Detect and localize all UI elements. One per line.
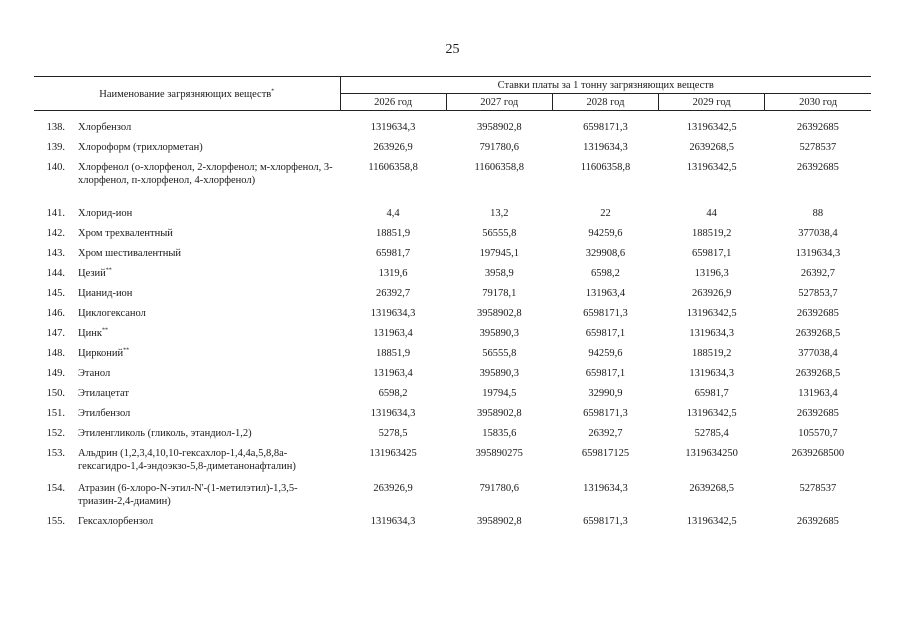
- pollutant-name: [74, 287, 340, 307]
- rate-value: 6598171,3: [583, 308, 628, 319]
- table-body: [34, 111, 871, 536]
- rate-value: 131963,4: [798, 388, 838, 399]
- year-header: 2027 год: [446, 94, 552, 111]
- rate-value: 15835,6: [482, 428, 517, 439]
- table-row: [34, 427, 871, 447]
- table-row: [34, 387, 871, 407]
- row-number: 144.: [46, 268, 65, 279]
- rate-value: 13196342,5: [686, 122, 737, 133]
- pollutant-name: [74, 247, 340, 267]
- rate-value: 3958902,8: [476, 516, 522, 527]
- pollutant-name: [74, 161, 340, 207]
- table-row: [34, 367, 871, 387]
- pollutant-rates-table: [34, 76, 871, 535]
- pollutant-name-text: Этанол: [78, 368, 111, 379]
- pollutant-name: [74, 347, 340, 367]
- rate-value: 3958902,8: [476, 122, 522, 133]
- pollutant-name-text: Гексахлорбензол: [78, 516, 154, 527]
- pollutant-name: [74, 121, 340, 141]
- rate-value: 527853,7: [798, 288, 838, 299]
- rate-value: 65981,7: [694, 388, 729, 399]
- rate-value: 263926,9: [691, 288, 732, 299]
- rate-value: 32990,9: [588, 388, 623, 399]
- rate-value: 65981,7: [376, 248, 411, 259]
- pollutant-name-text: Альдрин (1,2,3,4,10,10-гексахлор-1,4,4а,5,8,8а-гексагидро-1,4-эндоэкзо-5,8-диметанонафталин): [78, 448, 296, 472]
- rate-value: 5278537: [799, 142, 837, 153]
- table-row: [34, 447, 871, 482]
- rates-header: Ставки платы за 1 тонну загрязняющих веществ: [340, 77, 871, 94]
- rate-value: 13196,3: [694, 268, 729, 279]
- rate-value: 2639268,5: [689, 483, 734, 494]
- rate-value: 26392,7: [800, 268, 835, 279]
- rate-value: 1319634,3: [583, 483, 628, 494]
- pollutant-name: [74, 367, 340, 387]
- row-number: 153.: [46, 448, 65, 459]
- table-row: [34, 407, 871, 427]
- row-number: 142.: [46, 228, 65, 239]
- table-row: [34, 161, 871, 207]
- rate-value: 131963,4: [373, 368, 413, 379]
- rate-value: 395890275: [475, 448, 523, 459]
- row-number: 146.: [46, 308, 65, 319]
- pollutant-name: [74, 427, 340, 447]
- pollutant-name: [74, 515, 340, 535]
- rate-value: 22: [600, 208, 611, 219]
- rate-value: 11606358,8: [368, 162, 418, 173]
- row-number: 141.: [46, 208, 65, 219]
- table-row: [34, 207, 871, 227]
- rate-value: 13196342,5: [686, 308, 737, 319]
- rate-value: 1319634,3: [689, 328, 734, 339]
- table-row: [34, 227, 871, 247]
- pollutant-name-text: Хлорид-ион: [78, 208, 133, 219]
- table-row: [34, 141, 871, 161]
- pollutant-name-text: Атразин (6-хлоро-N-этил-N'-(1-метилэтил)-1,3,5-триазин-2,4-диамин): [78, 483, 298, 507]
- rate-value: 1319634,3: [370, 516, 416, 527]
- rate-value: 377038,4: [798, 348, 838, 359]
- rate-value: 3958902,8: [476, 408, 522, 419]
- rate-value: 26392685: [796, 308, 839, 319]
- pollutant-name-text: Этилацетат: [78, 388, 130, 399]
- rate-value: 1319,6: [378, 268, 408, 279]
- rate-value: 2639268500: [791, 448, 845, 459]
- rate-value: 5278537: [799, 483, 837, 494]
- pollutant-name-text: Цезий: [78, 268, 106, 279]
- row-number: 149.: [46, 368, 65, 379]
- rate-value: 131963,4: [373, 328, 413, 339]
- footnote-mark: **: [105, 267, 112, 274]
- pollutant-name: [74, 407, 340, 427]
- rate-value: 1319634,3: [795, 248, 841, 259]
- table-row: [34, 287, 871, 307]
- rate-value: 2639268,5: [795, 328, 841, 339]
- rate-value: 1319634,3: [370, 308, 416, 319]
- rate-value: 197945,1: [479, 248, 519, 259]
- pollutant-name: [74, 447, 340, 482]
- rate-value: 13,2: [490, 208, 509, 219]
- row-number: 139.: [46, 142, 65, 153]
- rate-value: 79178,1: [482, 288, 517, 299]
- rate-value: 13196342,5: [686, 516, 737, 527]
- year-header: 2030 год: [765, 94, 871, 111]
- pollutant-name: [74, 267, 340, 287]
- row-number: 155.: [46, 516, 65, 527]
- rate-value: 6598171,3: [583, 516, 628, 527]
- rate-value: 2639268,5: [795, 368, 841, 379]
- rate-value: 1319634,3: [370, 122, 416, 133]
- rate-value: 1319634250: [685, 448, 738, 459]
- rate-value: 18851,9: [376, 228, 411, 239]
- rate-value: 11606358,8: [474, 162, 525, 173]
- rate-value: 26392685: [796, 516, 839, 527]
- rate-value: 6598171,3: [583, 408, 628, 419]
- rate-value: 131963,4: [585, 288, 626, 299]
- pollutant-name-text: Хлорфенол (о-хлорфенол, 2-хлорфенол; м-хлорфенол, 3-хлорфенол, п-хлорфенол, 4-хлорфенол): [78, 162, 333, 186]
- row-number: 143.: [46, 248, 65, 259]
- pollutant-name-text: Цианид-ион: [78, 288, 133, 299]
- rate-value: 5278,5: [378, 428, 408, 439]
- rate-value: 26392685: [796, 122, 839, 133]
- rate-value: 659817,1: [585, 368, 626, 379]
- table-row: [34, 482, 871, 515]
- pollutant-name: [74, 482, 340, 515]
- year-header: 2029 год: [659, 94, 765, 111]
- row-number: 138.: [46, 122, 65, 133]
- pollutant-name-text: Цирконий: [78, 348, 124, 359]
- pollutant-name: [74, 141, 340, 161]
- rate-value: 94259,6: [588, 348, 623, 359]
- table-row: [34, 247, 871, 267]
- pollutant-name: [74, 307, 340, 327]
- rate-value: 6598171,3: [583, 122, 628, 133]
- pollutant-name: [74, 207, 340, 227]
- rate-value: 395890,3: [479, 328, 519, 339]
- rate-value: 791780,6: [479, 142, 519, 153]
- footnote-mark: **: [123, 347, 130, 354]
- rate-value: 19794,5: [482, 388, 517, 399]
- rate-value: 377038,4: [798, 228, 838, 239]
- rate-value: 263926,9: [373, 483, 413, 494]
- rate-value: 18851,9: [376, 348, 411, 359]
- pollutant-name-text: Хром трехвалентный: [78, 228, 173, 239]
- pollutant-name-text: Хлороформ (трихлорметан): [78, 142, 203, 153]
- row-number: 154.: [46, 483, 65, 494]
- rate-value: 3958,9: [484, 268, 514, 279]
- pollutant-name-text: Хлорбензол: [78, 122, 132, 133]
- pollutant-name-text: Этиленгликоль (гликоль, этандиол-1,2): [78, 428, 252, 439]
- row-number: 148.: [46, 348, 65, 359]
- rate-value: 56555,8: [482, 348, 517, 359]
- rate-value: 2639268,5: [689, 142, 734, 153]
- rate-value: 11606358,8: [580, 162, 631, 173]
- rate-value: 263926,9: [373, 142, 413, 153]
- rate-value: 4,4: [386, 208, 400, 219]
- pollutant-name: [74, 387, 340, 407]
- rate-value: 44: [706, 208, 717, 219]
- table-row: [34, 327, 871, 347]
- row-number: 140.: [46, 162, 65, 173]
- rate-value: 131963425: [369, 448, 417, 459]
- rate-value: 94259,6: [588, 228, 623, 239]
- rate-value: 26392685: [796, 162, 839, 173]
- row-number: 151.: [46, 408, 65, 419]
- rate-value: 188519,2: [691, 228, 732, 239]
- pollutant-name: [74, 227, 340, 247]
- table-row: [34, 307, 871, 327]
- rate-value: 26392685: [796, 408, 839, 419]
- rate-value: 188519,2: [691, 348, 732, 359]
- footnote-mark: **: [101, 327, 108, 334]
- rate-value: 6598,2: [378, 388, 408, 399]
- pollutant-name-header: Наименование загрязняющих веществ*: [34, 77, 340, 111]
- rate-value: 88: [812, 208, 824, 219]
- rate-value: 659817125: [581, 448, 630, 459]
- rate-value: 395890,3: [479, 368, 519, 379]
- pollutant-name-text: Этилбензол: [78, 408, 131, 419]
- rate-value: 13196342,5: [686, 162, 737, 173]
- table-row: [34, 121, 871, 141]
- rate-value: 1319634,3: [370, 408, 416, 419]
- rate-value: 26392,7: [376, 288, 411, 299]
- rate-value: 791780,6: [479, 483, 519, 494]
- page-number: 25: [445, 42, 460, 57]
- rate-value: 1319634,3: [689, 368, 734, 379]
- rate-value: 3958902,8: [476, 308, 522, 319]
- rate-value: 56555,8: [482, 228, 517, 239]
- rate-value: 659817,1: [691, 248, 732, 259]
- rates-table-container: [34, 76, 871, 535]
- year-header: 2028 год: [552, 94, 658, 111]
- table-row: [34, 347, 871, 367]
- rate-value: 26392,7: [588, 428, 623, 439]
- pollutant-name-text: Циклогексанол: [78, 308, 146, 319]
- row-number: 145.: [46, 288, 65, 299]
- year-header: 2026 год: [340, 94, 446, 111]
- row-number: 152.: [46, 428, 65, 439]
- rate-value: 105570,7: [798, 428, 838, 439]
- pollutant-name-text: Цинк: [78, 328, 102, 339]
- table-row: [34, 267, 871, 287]
- rate-value: 659817,1: [585, 328, 626, 339]
- pollutant-name-text: Хром шестивалентный: [78, 248, 182, 259]
- rate-value: 6598,2: [591, 268, 620, 279]
- rate-value: 329908,6: [585, 248, 626, 259]
- table-row: [34, 515, 871, 535]
- row-number: 150.: [46, 388, 65, 399]
- rate-value: 13196342,5: [686, 408, 737, 419]
- rate-value: 1319634,3: [583, 142, 628, 153]
- row-number: 147.: [46, 328, 65, 339]
- pollutant-name: [74, 327, 340, 347]
- rate-value: 52785,4: [694, 428, 729, 439]
